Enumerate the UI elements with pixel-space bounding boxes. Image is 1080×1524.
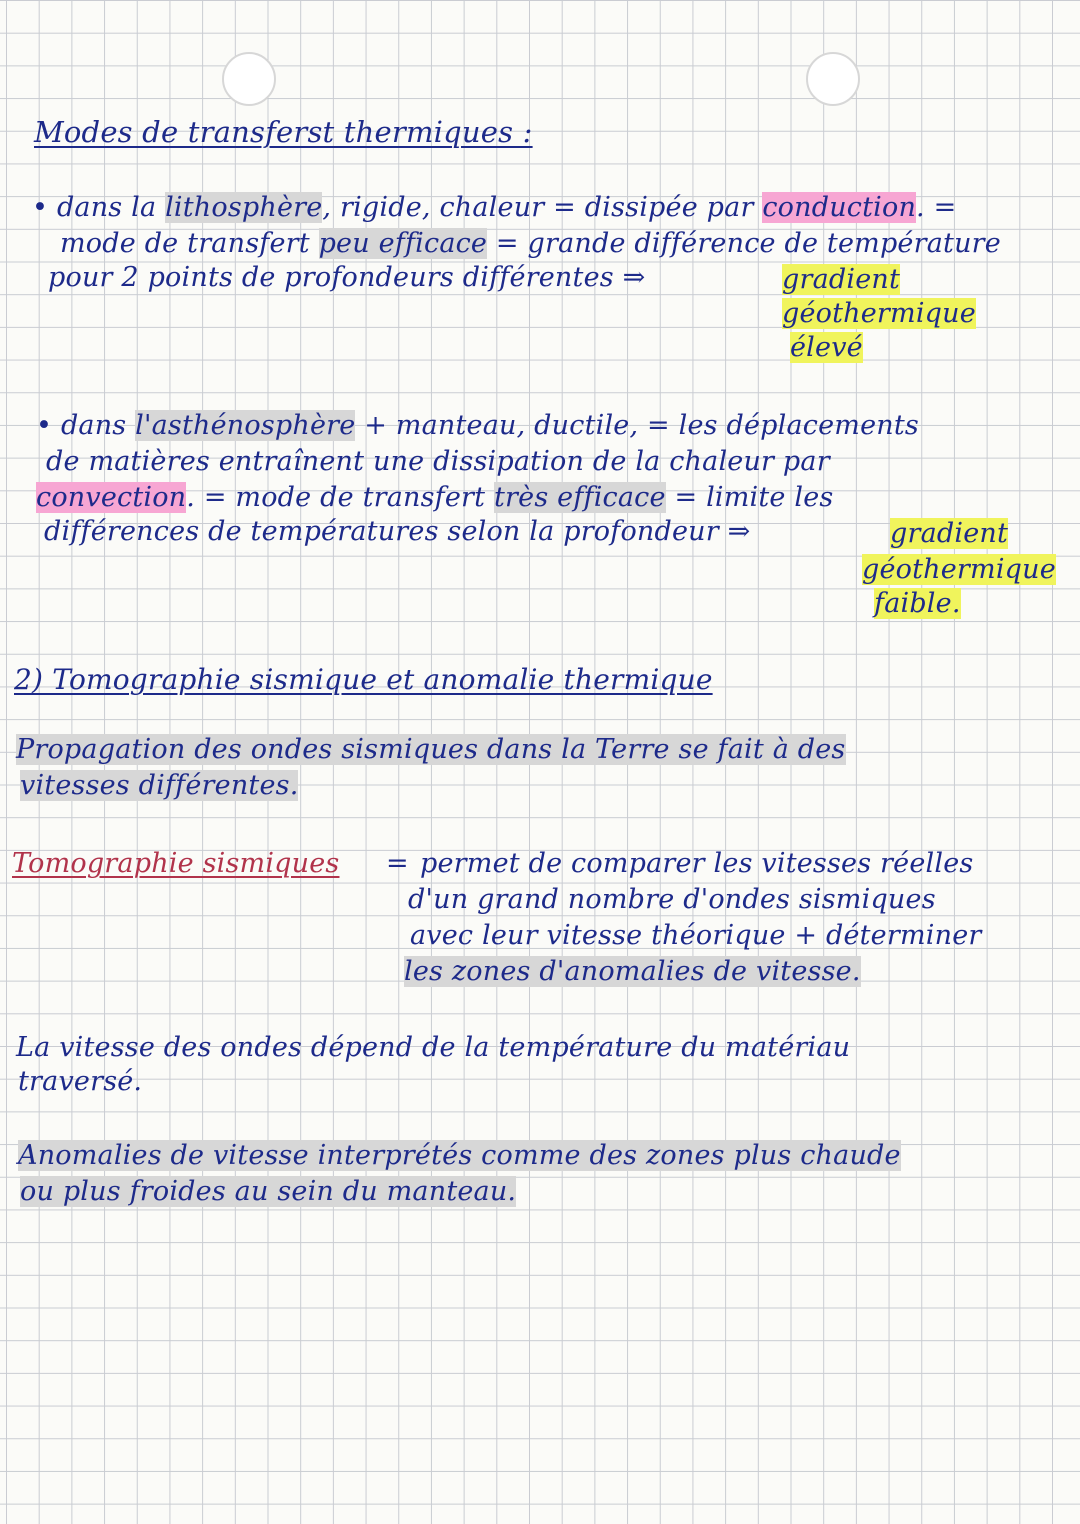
highlight-grey: très efficace <box>493 482 666 513</box>
astheno-line-3 <box>36 482 833 514</box>
text: mode de transfert <box>60 228 319 259</box>
highlight-yellow: faible. <box>874 588 961 619</box>
binder-hole-left <box>222 52 276 106</box>
tomo-def-line-3: avec leur vitesse théorique + déterminer <box>410 920 982 951</box>
astheno-gradient-2 <box>862 554 1056 586</box>
highlight-yellow: géothermique <box>862 554 1056 585</box>
para-2-line-2: traversé. <box>18 1066 143 1097</box>
highlight-grey: Propagation des ondes sismiques dans la Terre se fait à des <box>16 734 846 765</box>
astheno-gradient-1 <box>890 518 1008 550</box>
text: = grande différence de température <box>487 228 1001 259</box>
para-2-line-1: La vitesse des ondes dépend de la température du matériau <box>16 1032 851 1063</box>
highlight-pink: convection <box>36 482 187 513</box>
astheno-line-1 <box>36 410 919 442</box>
para-3-line-1 <box>18 1140 901 1172</box>
para-3-line-2 <box>20 1176 516 1208</box>
highlight-yellow: gradient <box>890 518 1009 549</box>
text: dans la <box>56 192 166 223</box>
highlight-yellow: élevé <box>790 332 863 363</box>
section-2-title: 2) Tomographie sismique et anomalie thermique <box>14 663 713 696</box>
highlight-grey: vitesses différentes. <box>20 770 299 801</box>
highlight-grey: peu efficace <box>318 228 488 259</box>
litho-gradient-1 <box>782 264 900 296</box>
text: dans <box>60 410 136 441</box>
litho-line-1 <box>32 192 956 224</box>
tomo-term: Tomographie sismiques <box>12 848 340 879</box>
para-1-line-2 <box>20 770 298 802</box>
tomo-equals: = <box>386 848 409 879</box>
highlight-yellow: gradient <box>782 264 901 295</box>
page-title: Modes de transferst thermiques : <box>34 115 533 149</box>
para-1-line-1 <box>16 734 846 766</box>
tomo-def-line-2: d'un grand nombre d'ondes sismiques <box>408 884 936 915</box>
text: . = <box>916 192 957 223</box>
highlight-grey: Anomalies de vitesse interprétés comme des zones plus chaude <box>18 1140 901 1171</box>
litho-gradient-2 <box>782 298 976 330</box>
text: = limite les <box>665 482 834 513</box>
tomo-def-line-4 <box>404 956 861 988</box>
highlight-grey: lithosphère <box>165 192 323 223</box>
highlight-grey: ou plus froides au sein du manteau. <box>20 1176 517 1207</box>
text: . = mode de transfert <box>186 482 494 513</box>
litho-line-3: pour 2 points de profondeurs différentes ⇒ <box>48 262 646 293</box>
tomo-def-line-1: permet de comparer les vitesses réelles <box>420 848 974 879</box>
astheno-gradient-3 <box>874 588 961 620</box>
litho-line-2 <box>60 228 1001 260</box>
highlight-pink: conduction <box>762 192 917 223</box>
binder-hole-right <box>806 52 860 106</box>
bullet: • <box>36 410 53 441</box>
bullet: • <box>32 192 49 223</box>
highlight-grey: l'asthénosphère <box>135 410 356 441</box>
highlight-grey: les zones d'anomalies de vitesse. <box>404 956 861 987</box>
text: + manteau, ductile, = les déplacements <box>355 410 919 441</box>
highlight-yellow: géothermique <box>782 298 976 329</box>
text: , rigide, chaleur = dissipée par <box>322 192 763 223</box>
litho-gradient-3 <box>790 332 863 364</box>
astheno-line-2: de matières entraînent une dissipation de la chaleur par <box>46 446 830 477</box>
astheno-line-4: différences de températures selon la profondeur ⇒ <box>44 516 751 547</box>
